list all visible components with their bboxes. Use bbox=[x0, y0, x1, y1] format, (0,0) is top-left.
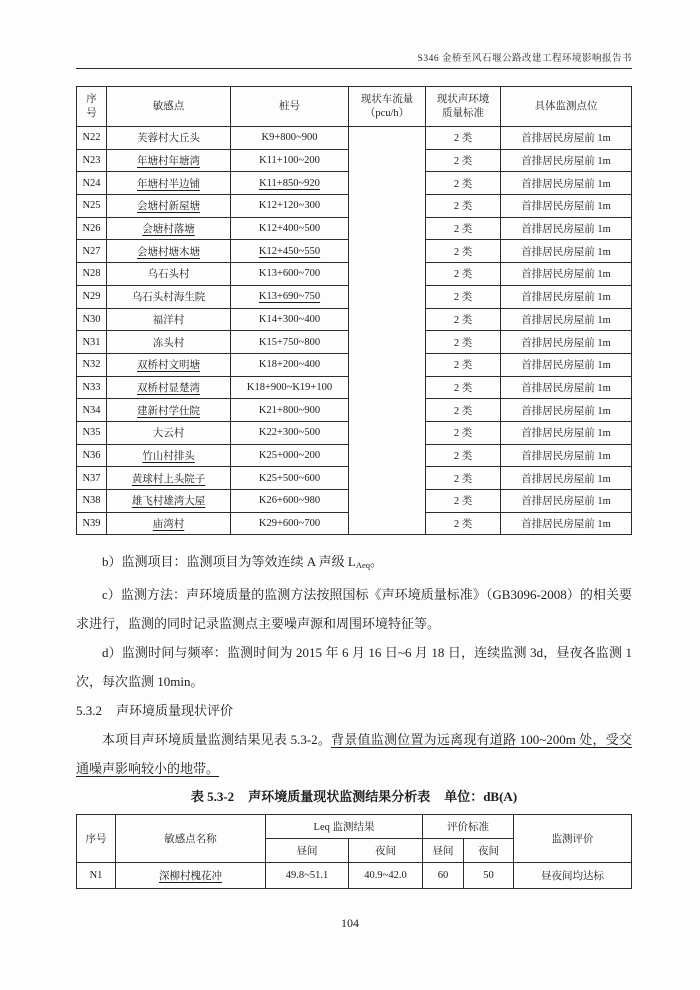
cell-noise-standard: 2 类 bbox=[426, 353, 501, 376]
body-text-block bbox=[76, 547, 632, 783]
col2-header-standard-group: 评价标准 bbox=[423, 815, 514, 839]
cell-seq: N38 bbox=[77, 490, 107, 513]
table2-data-row-n1 bbox=[77, 863, 632, 889]
cell-monitoring-location: 首排居民房屋前 1m bbox=[501, 331, 632, 354]
cell-monitoring-location: 首排居民房屋前 1m bbox=[501, 399, 632, 422]
cell-noise-standard: 2 类 bbox=[426, 149, 501, 172]
section-heading-5-3-2: 5.3.2 声环境质量现状评价 bbox=[76, 703, 234, 719]
cell-monitoring-location: 首排居民房屋前 1m bbox=[501, 512, 632, 535]
cell-std-day: 60 bbox=[423, 863, 464, 889]
cell-monitoring-location: 首排居民房屋前 1m bbox=[501, 172, 632, 195]
col-header-noise-standard: 现状声环境 质量标准 bbox=[426, 87, 501, 127]
cell-stake-number: K9+800~900 bbox=[231, 127, 349, 150]
cell-sensitive-point: 大云村 bbox=[107, 421, 231, 444]
cell-sensitive-point: 会塘村落塘 bbox=[107, 217, 231, 240]
table2-caption-title: 声环境质量现状监测结果分析表 bbox=[248, 789, 431, 805]
cell-traffic-volume-merged bbox=[349, 127, 426, 535]
header-rule bbox=[76, 68, 632, 69]
cell-leq-night: 40.9~42.0 bbox=[349, 863, 423, 889]
col2-header-leq-day: 昼间 bbox=[266, 839, 349, 863]
noise-results-analysis-table bbox=[76, 814, 632, 889]
cell-sensitive-point: 乌石头村海生院 bbox=[107, 285, 231, 308]
cell-noise-standard: 2 类 bbox=[426, 172, 501, 195]
cell-sensitive-point: 建新村学仕院 bbox=[107, 399, 231, 422]
cell-stake-number: K18+200~400 bbox=[231, 353, 349, 376]
cell-stake-number: K13+600~700 bbox=[231, 263, 349, 286]
paragraph-monitoring-time: d）监测时间与频率：监测时间为 2015 年 6 月 16 日~6 月 18 日，连续监测 3d，昼夜各监测 1 次，每次监测 10min。 bbox=[76, 645, 632, 690]
cell-noise-standard: 2 类 bbox=[426, 467, 501, 490]
cell-stake-number: K21+800~900 bbox=[231, 399, 349, 422]
table2-caption-unit: 单位：dB(A) bbox=[444, 789, 518, 805]
page-number: 104 bbox=[341, 916, 359, 930]
monitoring-point-row bbox=[77, 127, 632, 150]
cell-stake-number: K25+000~200 bbox=[231, 444, 349, 467]
page-header-title: S346 金桥至风石堰公路改建工程环境影响报告书 bbox=[417, 54, 632, 64]
cell-monitoring-location: 首排居民房屋前 1m bbox=[501, 149, 632, 172]
cell-monitoring-location: 首排居民房屋前 1m bbox=[501, 195, 632, 218]
cell-seq: N34 bbox=[77, 399, 107, 422]
cell-sensitive-point: 竹山村排头 bbox=[107, 444, 231, 467]
cell-noise-standard: 2 类 bbox=[426, 285, 501, 308]
cell-seq: N24 bbox=[77, 172, 107, 195]
col-header-seq: 序 号 bbox=[77, 87, 107, 127]
cell-sensitive-point: 福洋村 bbox=[107, 308, 231, 331]
table2-caption bbox=[76, 787, 632, 807]
cell-seq: N26 bbox=[77, 217, 107, 240]
cell-stake-number: K26+600~980 bbox=[231, 490, 349, 513]
cell-sensitive-point: 黄球村上头院子 bbox=[107, 467, 231, 490]
cell-std-night: 50 bbox=[464, 863, 514, 889]
cell-leq-day: 49.8~51.1 bbox=[266, 863, 349, 889]
cell-seq: N23 bbox=[77, 149, 107, 172]
cell-seq: N28 bbox=[77, 263, 107, 286]
cell-seq: N30 bbox=[77, 308, 107, 331]
table2-header-row-1 bbox=[77, 815, 632, 839]
cell-monitoring-location: 首排居民房屋前 1m bbox=[501, 421, 632, 444]
cell-sensitive-point: 冻头村 bbox=[107, 331, 231, 354]
col2-header-evaluation: 监测评价 bbox=[514, 815, 632, 863]
cell-stake-number: K22+300~500 bbox=[231, 421, 349, 444]
table2-body bbox=[77, 863, 632, 889]
cell-noise-standard: 2 类 bbox=[426, 512, 501, 535]
cell-sensitive-point: 年塘村年塘湾 bbox=[107, 149, 231, 172]
cell-seq: N22 bbox=[77, 127, 107, 150]
cell-noise-standard: 2 类 bbox=[426, 263, 501, 286]
cell-stake-number: K11+850~920 bbox=[231, 172, 349, 195]
cell-noise-standard: 2 类 bbox=[426, 127, 501, 150]
table1-header-row bbox=[77, 87, 632, 127]
paragraph-results-summary: 本项目声环境质量监测结果见表 5.3-2。背景值监测位置为远离现有道路 100~200m 处，受交通噪声影响较小的地带。 bbox=[76, 732, 632, 777]
paragraph-monitoring-item: b）监测项目：监测项目为等效连续 A 声级 $L_{Aeq}$。 bbox=[102, 554, 384, 571]
cell-seq: N35 bbox=[77, 421, 107, 444]
cell-noise-standard: 2 类 bbox=[426, 490, 501, 513]
cell-seq: N37 bbox=[77, 467, 107, 490]
running-header bbox=[76, 0, 632, 69]
cell-seq: N32 bbox=[77, 353, 107, 376]
cell-sensitive-point: 芙蓉村大丘头 bbox=[107, 127, 231, 150]
cell-stake-number: K18+900~K19+100 bbox=[231, 376, 349, 399]
col2-header-leq-night: 夜间 bbox=[349, 839, 423, 863]
col-header-sensitive-point: 敏感点 bbox=[107, 87, 231, 127]
cell-stake-number: K25+500~600 bbox=[231, 467, 349, 490]
cell-seq: N33 bbox=[77, 376, 107, 399]
cell-sensitive-point: 双桥村文明塘 bbox=[107, 353, 231, 376]
col-header-traffic-volume: 现状车流量 （pcu/h） bbox=[349, 87, 426, 127]
cell-sensitive-point: 会塘村新屋塘 bbox=[107, 195, 231, 218]
table1-header bbox=[77, 87, 632, 127]
cell-noise-standard: 2 类 bbox=[426, 331, 501, 354]
cell-monitoring-location: 首排居民房屋前 1m bbox=[501, 263, 632, 286]
cell-stake-number: K12+450~550 bbox=[231, 240, 349, 263]
cell-noise-standard: 2 类 bbox=[426, 240, 501, 263]
cell-stake-number: K12+400~500 bbox=[231, 217, 349, 240]
col2-header-name: 敏感点名称 bbox=[116, 815, 266, 863]
cell-sensitive-point: 会塘村塘木塘 bbox=[107, 240, 231, 263]
cell-noise-standard: 2 类 bbox=[426, 421, 501, 444]
cell-monitoring-location: 首排居民房屋前 1m bbox=[501, 217, 632, 240]
cell-seq: N27 bbox=[77, 240, 107, 263]
cell-sensitive-point: 乌石头村 bbox=[107, 263, 231, 286]
col2-header-std-night: 夜间 bbox=[464, 839, 514, 863]
noise-monitoring-points-table bbox=[76, 86, 632, 535]
cell-noise-standard: 2 类 bbox=[426, 195, 501, 218]
table1-body bbox=[77, 127, 632, 535]
cell-stake-number: K14+300~400 bbox=[231, 308, 349, 331]
cell-monitoring-location: 首排居民房屋前 1m bbox=[501, 444, 632, 467]
underlined-background-note: 背景值监测位置为远离现有道路 100~200m 处，受交通噪声影响较小的地带。 bbox=[76, 732, 632, 777]
cell-noise-standard: 2 类 bbox=[426, 217, 501, 240]
cell-sensitive-point: 双桥村显楚湾 bbox=[107, 376, 231, 399]
cell-evaluation: 昼夜间均达标 bbox=[514, 863, 632, 889]
col-header-monitoring-location: 具体监测点位 bbox=[501, 87, 632, 127]
cell-stake-number: K15+750~800 bbox=[231, 331, 349, 354]
cell-stake-number: K12+120~300 bbox=[231, 195, 349, 218]
cell-sensitive-point: 雄飞村雄湾大屋 bbox=[107, 490, 231, 513]
cell-stake-number: K11+100~200 bbox=[231, 149, 349, 172]
col2-header-leq-group: Leq 监测结果 bbox=[266, 815, 423, 839]
table2-caption-label: 表 5.3-2 bbox=[190, 789, 235, 805]
cell-monitoring-location: 首排居民房屋前 1m bbox=[501, 285, 632, 308]
cell-seq: N39 bbox=[77, 512, 107, 535]
cell-monitoring-location: 首排居民房屋前 1m bbox=[501, 490, 632, 513]
cell-monitoring-location: 首排居民房屋前 1m bbox=[501, 308, 632, 331]
paragraph-monitoring-method: c）监测方法：声环境质量的监测方法按照国标《声环境质量标准》（GB3096-2008）的相关要求进行，监测的同时记录监测点主要噪声源和周围环境特征等。 bbox=[76, 587, 632, 632]
cell-seq: N25 bbox=[77, 195, 107, 218]
cell-seq: N1 bbox=[77, 863, 116, 889]
cell-noise-standard: 2 类 bbox=[426, 376, 501, 399]
cell-monitoring-location: 首排居民房屋前 1m bbox=[501, 353, 632, 376]
cell-monitoring-location: 首排居民房屋前 1m bbox=[501, 240, 632, 263]
laeq-subscript: Aeq bbox=[355, 560, 371, 571]
cell-monitoring-location: 首排居民房屋前 1m bbox=[501, 376, 632, 399]
cell-monitoring-location: 首排居民房屋前 1m bbox=[501, 467, 632, 490]
cell-stake-number: K29+600~700 bbox=[231, 512, 349, 535]
cell-noise-standard: 2 类 bbox=[426, 308, 501, 331]
cell-sensitive-point: 庙湾村 bbox=[107, 512, 231, 535]
cell-seq: N31 bbox=[77, 331, 107, 354]
cell-noise-standard: 2 类 bbox=[426, 399, 501, 422]
cell-seq: N29 bbox=[77, 285, 107, 308]
cell-sensitive-point: 年塘村半边铺 bbox=[107, 172, 231, 195]
cell-noise-standard: 2 类 bbox=[426, 444, 501, 467]
table2-header bbox=[77, 815, 632, 863]
col-header-stake-number: 桩号 bbox=[231, 87, 349, 127]
col2-header-std-day: 昼间 bbox=[423, 839, 464, 863]
col2-header-seq: 序号 bbox=[77, 815, 116, 863]
cell-seq: N36 bbox=[77, 444, 107, 467]
cell-monitoring-location: 首排居民房屋前 1m bbox=[501, 127, 632, 150]
cell-stake-number: K13+690~750 bbox=[231, 285, 349, 308]
cell-name: 深柳村槐花冲 bbox=[116, 863, 266, 889]
